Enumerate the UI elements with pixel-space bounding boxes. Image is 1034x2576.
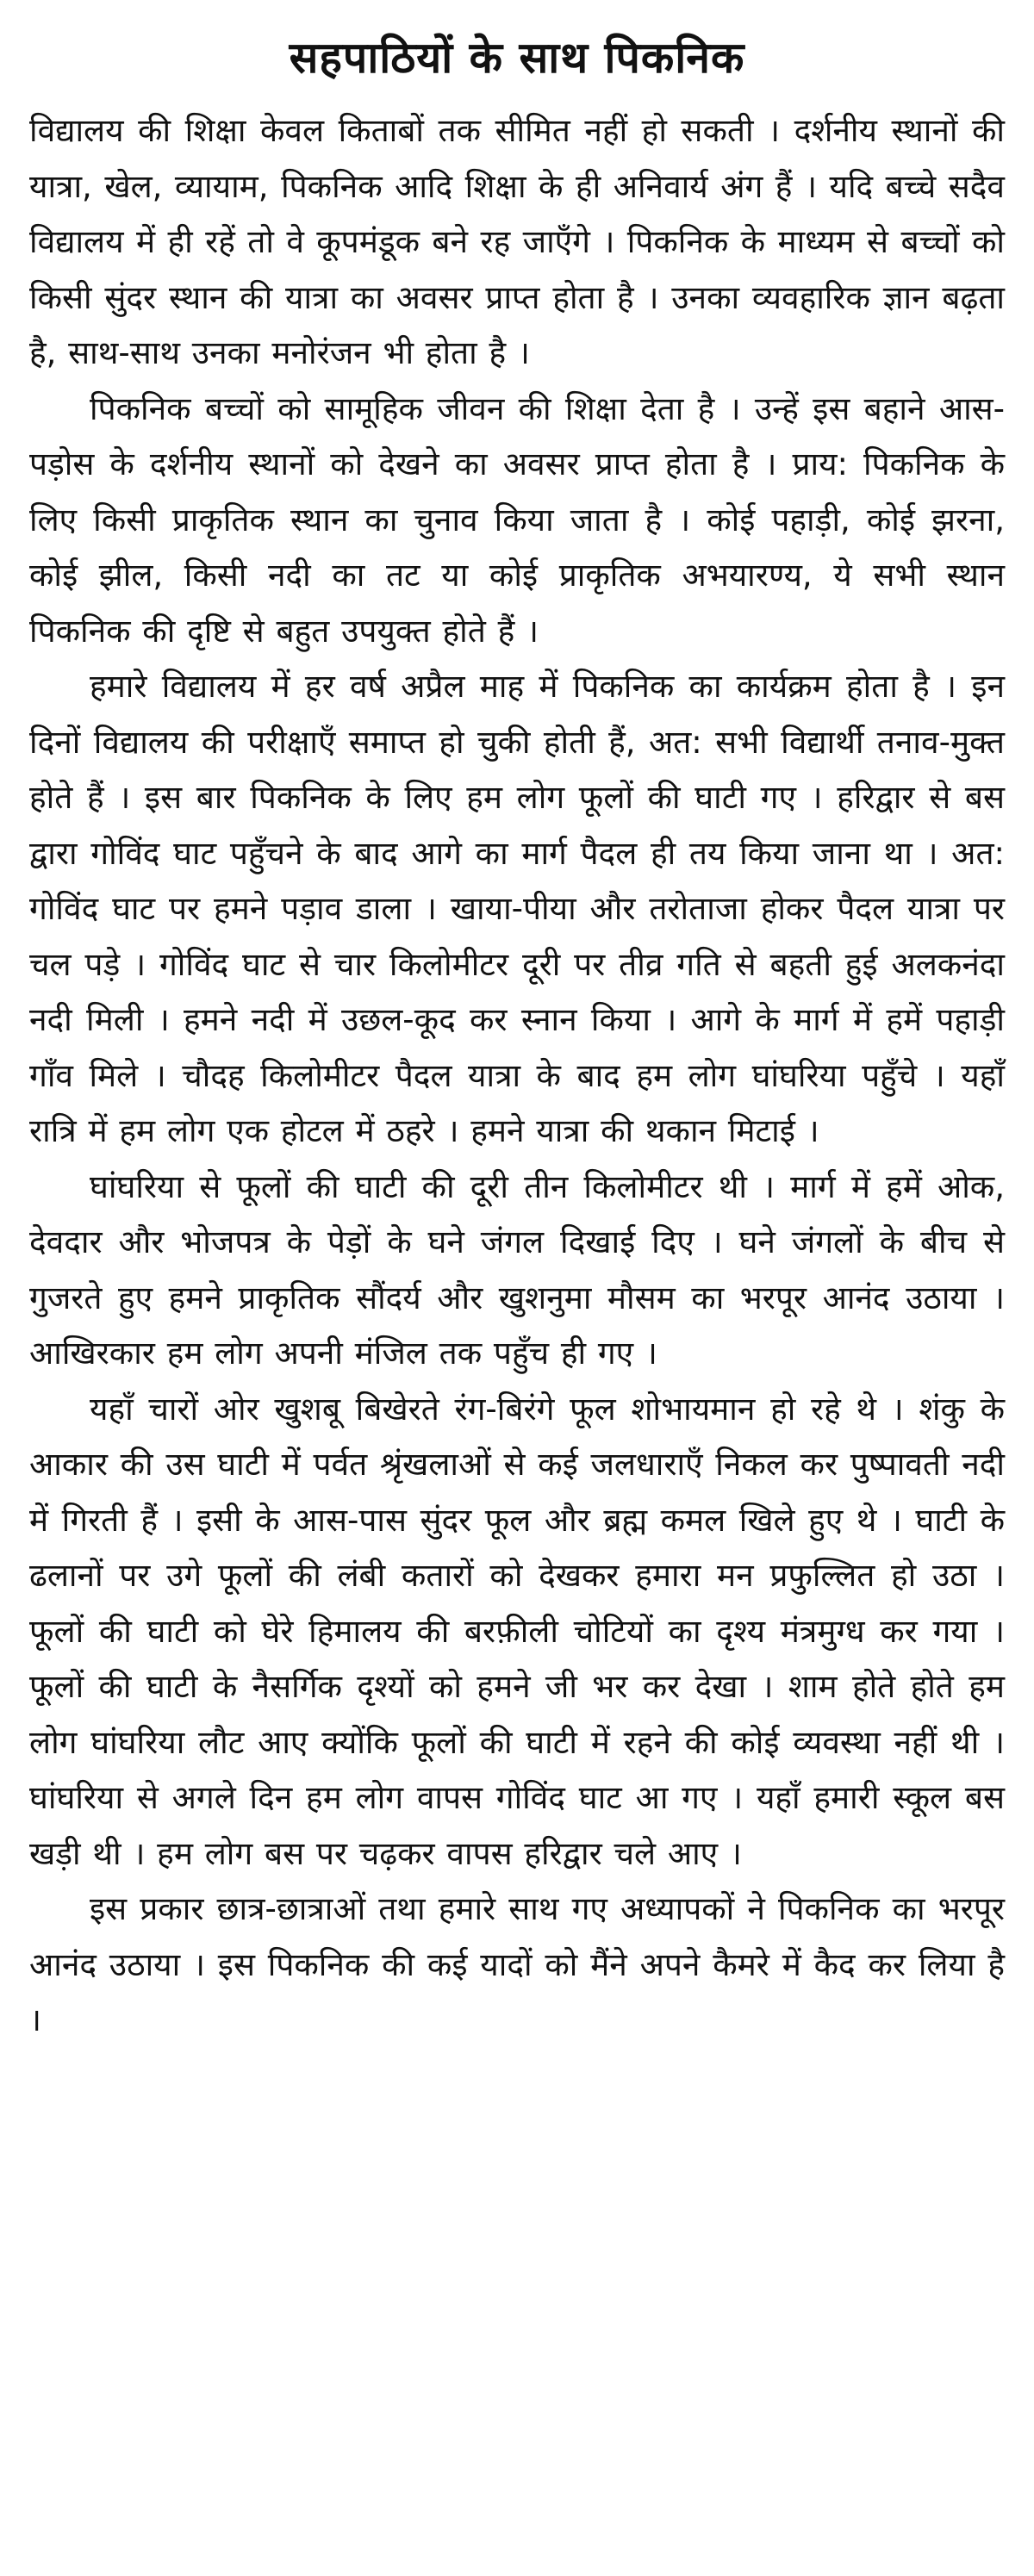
- paragraph-5: यहाँ चारों ओर खुशबू बिखेरते रंग-बिरंगे फूल शोभायमान हो रहे थे । शंकु के आकार की उस घाटी में पर्वत श्रृंखलाओं से कई जलधाराएँ निकल कर पुष्पावती नदी में गिरती हैं । इसी के आस-पास सुंदर फूल और ब्रह्म कमल खिले हुए थे । घाटी के ढलानों पर उगे फूलों की लंबी कतारों को देखकर हमारा मन प्रफुल्लित हो उठा । फूलों की घाटी को घेरे हिमालय की बरफ़ीली चोटियों का दृश्य मंत्रमुग्ध कर गया । फूलों की घाटी के नैसर्गिक दृश्यों को हमने जी भर कर देखा । शाम होते होते हम लोग घांघरिया लौट आए क्योंकि फूलों की घाटी में रहने की कोई व्यवस्था नहीं थी । घांघरिया से अगले दिन हम लोग वापस गोविंद घाट आ गए । यहाँ हमारी स्कूल बस खड़ी थी । हम लोग बस पर चढ़कर वापस हरिद्वार चले आए ।: [29, 1390, 1005, 1872]
- paragraph-4: घांघरिया से फूलों की घाटी की दूरी तीन किलोमीटर थी । मार्ग में हमें ओक, देवदार और भोजपत्र के पेड़ों के घने जंगल दिखाई दिए । घने जंगलों के बीच से गुजरते हुए हमने प्राकृतिक सौंदर्य और खुशनुमा मौसम का भरपूर आनंद उठाया । आखिरकार हम लोग अपनी मंजिल तक पहुँच ही गए ।: [29, 1167, 1005, 1372]
- paragraph-1: विद्यालय की शिक्षा केवल किताबों तक सीमित नहीं हो सकती । दर्शनीय स्थानों की यात्रा, खेल, व्यायाम, पिकनिक आदि शिक्षा के ही अनिवार्य अंग हैं । यदि बच्चे सदैव विद्यालय में ही रहें तो वे कूपमंडूक बने रह जाएँगे । पिकनिक के माध्यम से बच्चों को किसी सुंदर स्थान की यात्रा का अवसर प्राप्त होता है । उनका व्यवहारिक ज्ञान बढ़ता है, साथ-साथ उनका मनोरंजन भी होता है ।: [29, 112, 1005, 371]
- paragraph-2: पिकनिक बच्चों को सामूहिक जीवन की शिक्षा देता है । उन्हें इस बहाने आस-पड़ोस के दर्शनीय स्थानों को देखने का अवसर प्राप्त होता है । प्राय: पिकनिक के लिए किसी प्राकृतिक स्थान का चुनाव किया जाता है । कोई पहाड़ी, कोई झरना, कोई झील, किसी नदी का तट या कोई प्राकृतिक अभयारण्य, ये सभी स्थान पिकनिक की दृष्टि से बहुत उपयुक्त होते हैं ।: [29, 389, 1005, 650]
- paragraph-3: हमारे विद्यालय में हर वर्ष अप्रैल माह में पिकनिक का कार्यक्रम होता है । इन दिनों विद्यालय की परीक्षाएँ समाप्त हो चुकी होती हैं, अत: सभी विद्यार्थी तनाव-मुक्त होते हैं । इस बार पिकनिक के लिए हम लोग फूलों की घाटी गए । हरिद्वार से बस द्वारा गोविंद घाट पहुँचने के बाद आगे का मार्ग पैदल ही तय किया जाना था । अत: गोविंद घाट पर हमने पड़ाव डाला । खाया-पीया और तरोताजा होकर पैदल यात्रा पर चल पड़े । गोविंद घाट से चार किलोमीटर दूरी पर तीव्र गति से बहती हुई अलकनंदा नदी मिली । हमने नदी में उछल-कूद कर स्नान किया । आगे के मार्ग में हमें पहाड़ी गाँव मिले । चौदह किलोमीटर पैदल यात्रा के बाद हम लोग घांघरिया पहुँचे । यहाँ रात्रि में हम लोग एक होटल में ठहरे । हमने यात्रा की थकान मिटाई ।: [29, 668, 1005, 1149]
- paragraph-6: इस प्रकार छात्र-छात्राओं तथा हमारे साथ गए अध्यापकों ने पिकनिक का भरपूर आनंद उठाया । इस पिकनिक की कई यादों को मैंने अपने कैमरे में कैद कर लिया है ।: [29, 1890, 1005, 2038]
- essay-title: सहपाठियों के साथ पिकनिक: [289, 33, 745, 83]
